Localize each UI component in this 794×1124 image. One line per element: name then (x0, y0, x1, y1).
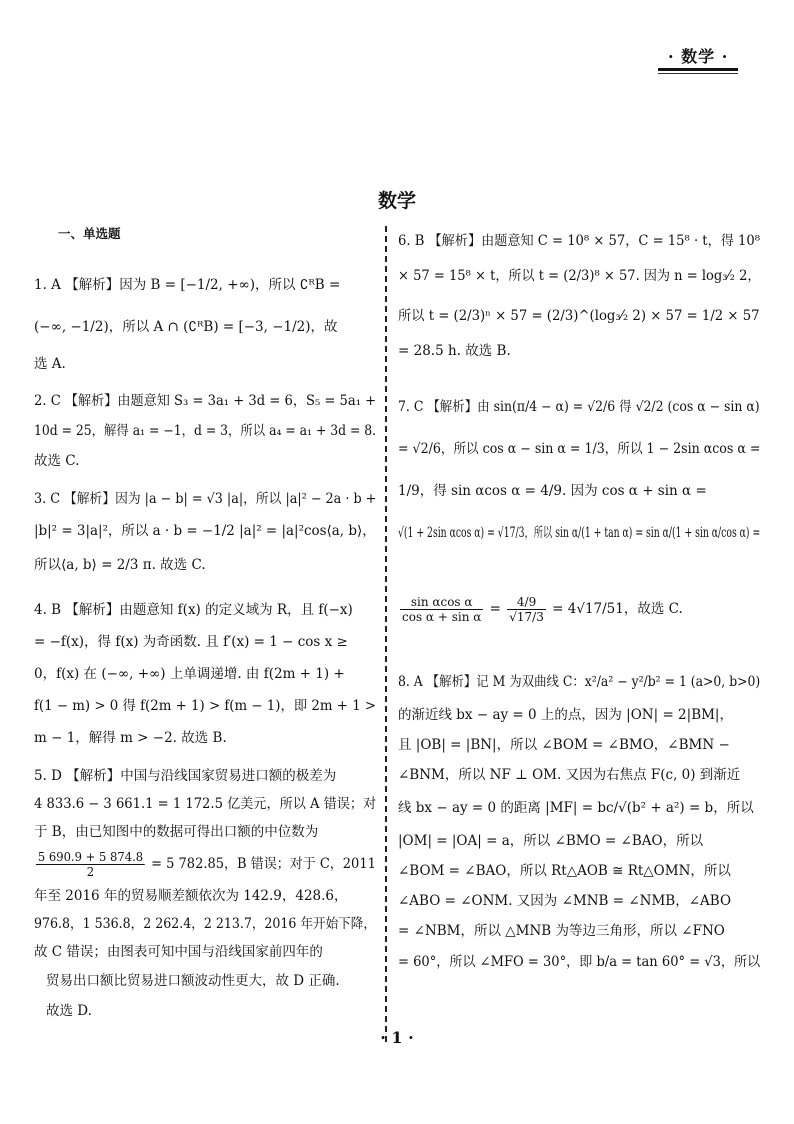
answer-line: 4. B 【解析】由题意知 f(x) 的定义域为 R，且 f(−x) (34, 602, 353, 618)
answer-line: f(1 − m) > 0 得 f(2m + 1) > f(m − 1)，即 2m + 1 > (34, 698, 377, 714)
median-fraction (36, 850, 145, 879)
answer-line: 所以 t = (2/3)ⁿ × 57 = (2/3)^(log₃⁄₂ 2) × 57 = 1/2 × 57 (398, 308, 760, 324)
answer-line: 1. A 【解析】因为 B = [−1/2, +∞)，所以 ∁ᴿB = (34, 277, 341, 293)
answer-line: 故选 D. (46, 1003, 92, 1019)
header-rule-thin (658, 73, 738, 74)
fraction-numerator: 4/9 (507, 595, 546, 610)
equals-sign: = (489, 601, 501, 617)
answer-line: 贸易出口额比贸易进口额波动性更大，故 D 正确. (46, 973, 340, 989)
answer-line (34, 846, 376, 882)
answer-line: 2. C 【解析】由题意知 S₃ = 3a₁ + 3d = 6，S₅ = 5a₁ + (34, 393, 377, 409)
answer-3 (34, 484, 376, 582)
answer-line: ∠BNM，所以 NF ⊥ OM. 又因为右焦点 F(c, 0) 到渐近 (398, 767, 741, 783)
answer-4 (34, 594, 376, 754)
sincos-fraction (400, 595, 483, 624)
section-heading: 一、单选题 (58, 226, 121, 241)
answer-line: (−∞, −1/2)，所以 A ∩ (∁ᴿB) = [−3, −1/2)，故 (34, 319, 338, 335)
page-title: 数学 (377, 190, 416, 212)
answer-line: 976.8，1 536.8，2 262.4，2 213.7，2016 年开始下降， (34, 916, 376, 932)
answer-6 (398, 226, 760, 366)
page-number: · 1 · (380, 1028, 414, 1047)
left-column (34, 224, 376, 1026)
answer-7 (398, 386, 760, 650)
answer-line: 0，f(x) 在 (−∞, +∞) 上单调递增. 由 f(2m + 1) + (34, 666, 345, 682)
answer-line: = ∠NBM，所以 △MNB 为等边三角形，所以 ∠FNO (398, 923, 725, 939)
right-column (398, 226, 760, 978)
answer-8 (398, 664, 760, 978)
answer-line: = 28.5 h. 故选 B. (398, 343, 511, 359)
answer-line: × 57 = 15⁸ × t，所以 t = (2/3)⁸ × 57. 因为 n = log₃⁄₂ 2， (398, 268, 761, 284)
answer-line: 4 833.6 − 3 661.1 = 1 172.5 亿美元，所以 A 错误；对 (34, 796, 377, 812)
header-rule-thick (658, 68, 738, 71)
answer-line: m − 1，解得 m > −2. 故选 B. (34, 730, 227, 746)
answer-line: √(1 + 2sin αcos α) = √17/3，所以 sin α/(1 + tan α) = sin α/(1 + sin α/cos α) = (398, 525, 761, 541)
fraction-numerator: 5 690.9 + 5 874.8 (37, 850, 144, 864)
answer-line: 10d = 25，解得 a₁ = −1，d = 3，所以 a₄ = a₁ + 3d = 8. (34, 423, 377, 439)
answer-line: 线 bx − ay = 0 的距离 |MF| = bc/√(b² + a²) = b，所以 (398, 800, 754, 816)
answer-line: |b|² = 3|a|²，所以 a · b = −1/2 |a|² = |a|²cos⟨a, b⟩， (34, 523, 376, 539)
answer-line: 8. A 【解析】记 M 为双曲线 C：x²/a² − y²/b² = 1 (a>0, b>0) (398, 674, 761, 690)
answer-line: 3. C 【解析】因为 |a − b| = √3 |a|，所以 |a|² − 2a · b + (34, 491, 377, 507)
answer-line: |OM| = |OA| = a，所以 ∠BMO = ∠BAO，所以 (398, 833, 704, 849)
answer-line: 5. D 【解析】中国与沿线国家贸易进口额的极差为 (34, 768, 337, 784)
fraction-denominator: cos α + sin α (402, 610, 482, 624)
answer-line: 7. C 【解析】由 sin(π/4 − α) = √2/6 得 √2/2 (cos α − sin α) (398, 399, 760, 415)
answer-line: 故选 C. (34, 453, 80, 469)
answer-line: 于 B，由已知图中的数据可得出口额的中位数为 (34, 824, 319, 840)
answer-5 (34, 762, 376, 1026)
answer-line: ∠ABO = ∠ONM. 又因为 ∠MNB = ∠NMB，∠ABO (398, 893, 732, 909)
fraction-denominator: 2 (86, 865, 95, 879)
answer-line: 1/9，得 sin αcos α = 4/9. 因为 cos α + sin α = (398, 483, 707, 499)
answer-line: 所以⟨a, b⟩ = 2/3 π. 故选 C. (34, 557, 206, 573)
answer-1 (34, 264, 376, 380)
answer-line: 6. B 【解析】由题意知 C = 10⁸ × 57，C = 15⁸ · t，得 10⁸ (398, 233, 761, 249)
fraction-denominator: √17/3 (509, 610, 544, 624)
answer-line: 的渐近线 bx − ay = 0 上的点，因为 |ON| = 2|BM|， (398, 707, 733, 723)
answer-line: 选 A. (34, 356, 66, 372)
answer-text: = 4√17/51，故选 C. (552, 601, 683, 617)
answer-text: = 5 782.85，B 错误；对于 C，2011 (151, 856, 376, 872)
answer-line: ∠BOM = ∠BAO，所以 Rt△AOB ≅ Rt△OMN，所以 (398, 863, 731, 879)
column-divider (385, 226, 387, 1042)
fraction-numerator: sin αcos α (400, 595, 483, 610)
answer-line: 故 C 错误；由图表可知中国与沿线国家前四年的 (34, 944, 323, 960)
answer-2 (34, 386, 376, 476)
subject-tag: · 数学 · (668, 47, 729, 66)
answer-line: = 60°，所以 ∠MFO = 30°，即 b/a = tan 60° = √3，所以 (398, 954, 761, 970)
answer-line (398, 568, 760, 650)
compound-fraction (507, 595, 546, 624)
answer-line: 且 |OB| = |BN|，所以 ∠BOM = ∠BMO，∠BMN − (398, 737, 730, 753)
answer-line: 年至 2016 年的贸易顺差额依次为 142.9，428.6， (34, 888, 348, 904)
answer-line: = −f(x)，得 f(x) 为奇函数. 且 f′(x) = 1 − cos x ≥ (34, 634, 348, 650)
answer-line: = √2/6，所以 cos α − sin α = 1/3，所以 1 − 2sin αcos α = (398, 441, 761, 457)
